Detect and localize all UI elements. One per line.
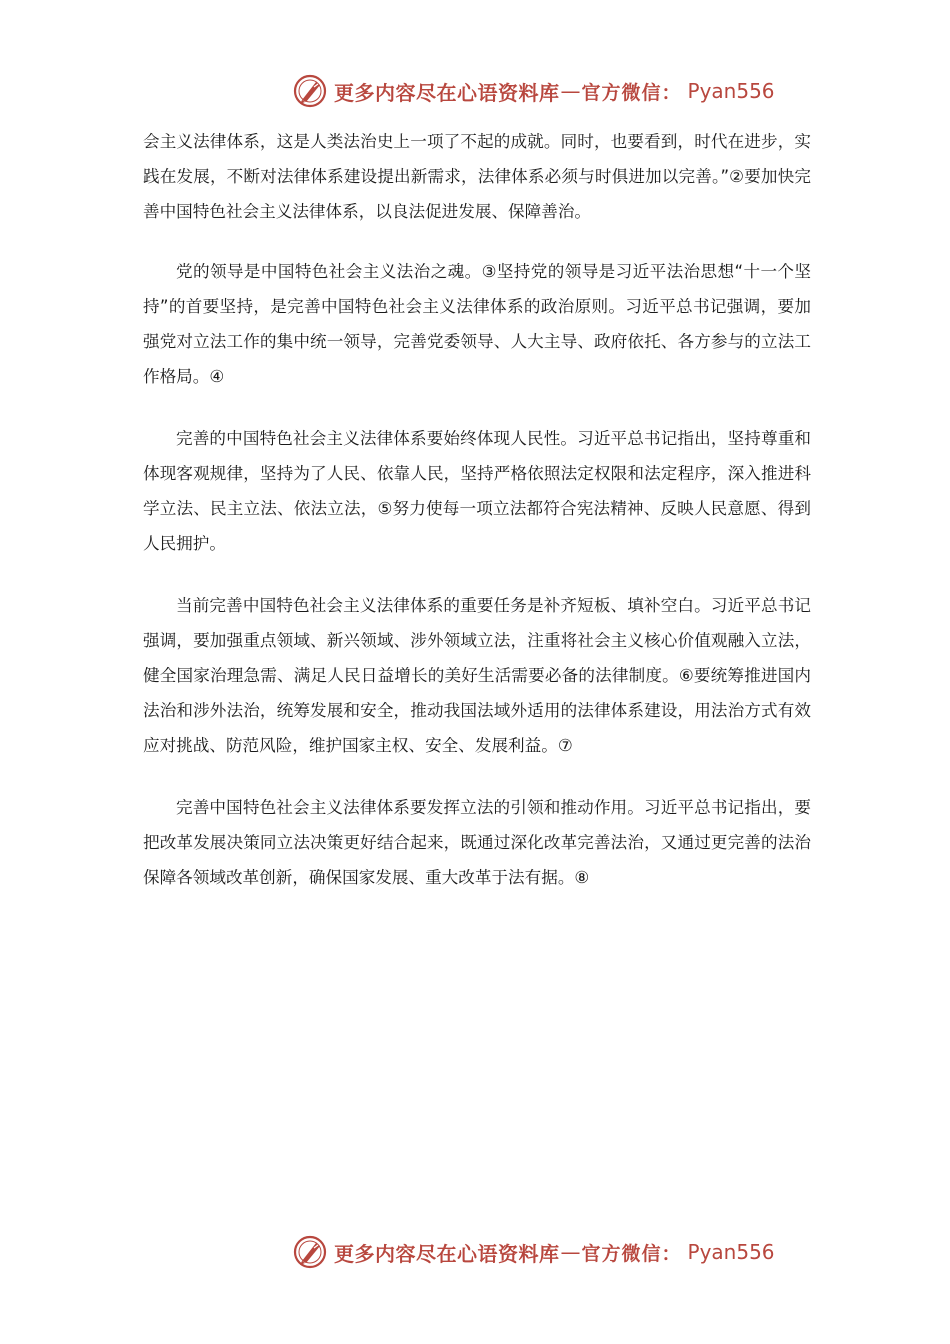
watermark-sub-text: 官方微信： [581, 81, 682, 104]
watermark-wechat-id: Pyan556 [687, 79, 775, 103]
watermark-sub-text: 官方微信： [581, 1242, 682, 1265]
watermark-header [292, 72, 775, 110]
pen-logo-icon [292, 1234, 328, 1270]
watermark-dash: — [560, 79, 581, 103]
paragraph-4: 当前完善中国特色社会主义法律体系的重要任务是补齐短板、填补空白。习近平总书记强调，要加强重点领域、新兴领域、涉外领域立法，注重将社会主义核心价值观融入立法，健全国家治理急需、满足人民日益增长的美好生活需要必备的法律制度。⑥要统筹推进国内法治和涉外法治，统筹发展和安全，推动我国法域外适用的法律体系建设，用法治方式有效应对挑战、防范风险，维护国家主权、安全、发展利益。⑦ [143, 596, 811, 755]
paragraph-1: 会主义法律体系，这是人类法治史上一项了不起的成就。同时，也要看到，时代在进步，实践在发展，不断对法律体系建设提出新需求，法律体系必须与时俱进加以完善。”②要加快完善中国特色社会主义法律体系，以良法促进发展、保障善治。 [143, 132, 811, 221]
paragraph-3: 完善的中国特色社会主义法律体系要始终体现人民性。习近平总书记指出，坚持尊重和体现客观规律，坚持为了人民、依靠人民，坚持严格依照法定权限和法定程序，深入推进科学立法、民主立法、依法立法，⑤努力使每一项立法都符合宪法精神、反映人民意愿、得到人民拥护。 [143, 429, 811, 553]
watermark-footer [292, 1233, 775, 1271]
paragraph-2: 党的领导是中国特色社会主义法治之魂。③坚持党的领导是习近平法治思想“十一个坚持”的首要坚持，是完善中国特色社会主义法律体系的政治原则。习近平总书记强调，要加强党对立法工作的集中统一领导，完善党委领导、人大主导、政府依托、各方参与的立法工作格局。④ [143, 262, 811, 386]
watermark-main-text: 更多内容尽在心语资料库 [334, 1241, 560, 1266]
watermark-wechat-id: Pyan556 [687, 1240, 775, 1264]
pen-logo-icon [292, 73, 328, 109]
watermark-dash: — [560, 1240, 581, 1264]
document-body [143, 124, 811, 922]
paragraph-5: 完善中国特色社会主义法律体系要发挥立法的引领和推动作用。习近平总书记指出，要把改革发展决策同立法决策更好结合起来，既通过深化改革完善法治，又通过更完善的法治保障各领域改革创新，确保国家发展、重大改革于法有据。⑧ [143, 798, 811, 887]
watermark-main-text: 更多内容尽在心语资料库 [334, 80, 560, 105]
